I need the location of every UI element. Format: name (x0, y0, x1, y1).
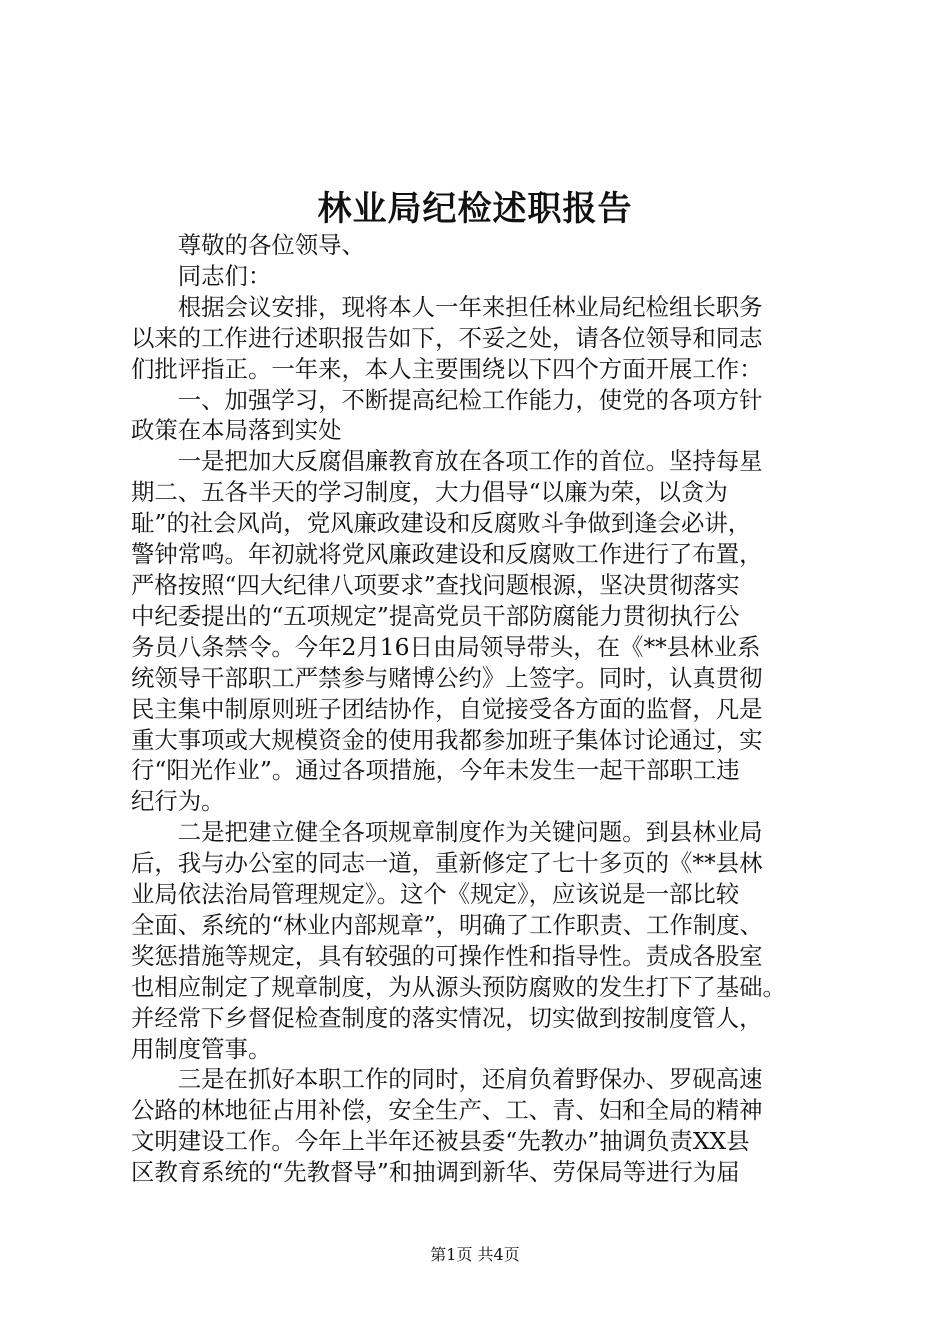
body-line: 行“阳光作业”。通过各项措施，今年未发生一起干部职工违 (131, 756, 740, 785)
document-body (131, 230, 847, 1188)
body-line: 务员八条禁令。今年2月16日由局领导带头，在《**县林业系 (131, 632, 761, 661)
body-line: 严格按照“四大纪律八项要求”查找问题根源，坚决贯彻落实 (131, 570, 740, 599)
body-line: 重大事项或大规模资金的使用我都参加班子集体讨论通过，实 (131, 725, 763, 754)
body-line: 一、加强学习，不断提高纪检工作能力，使党的各项方针 (131, 385, 763, 414)
body-line: 全面、系统的“林业内部规章”，明确了工作职责、工作制度、 (131, 910, 764, 939)
body-line: 一是把加大反腐倡廉教育放在各项工作的首位。坚持每星 (131, 447, 763, 476)
body-line: 二是把建立健全各项规章制度作为关键问题。到县林业局 (131, 818, 763, 847)
body-line: 纪行为。 (131, 787, 225, 816)
body-line: 耻”的社会风尚，党风廉政建设和反腐败斗争做到逢会必讲， (131, 509, 752, 538)
body-line: 尊敬的各位领导、 (131, 231, 365, 259)
body-line: 根据会议安排，现将本人一年来担任林业局纪检组长职务 (131, 292, 763, 321)
body-line: 期二、五各半天的学习制度，大力倡导“以廉为荣，以贪为 (131, 478, 728, 507)
body-line: 业局依法治局管理规定》。这个《规定》，应该说是一部比较 (131, 880, 740, 909)
body-line: 奖惩措施等规定，具有较强的可操作性和指导性。责成各股室 (131, 941, 763, 970)
body-line: 政策在本局落到实处 (131, 416, 342, 445)
body-line: 后，我与办公室的同志一道，重新修定了七十多页的《**县林 (131, 849, 763, 878)
body-line: 并经常下乡督促检查制度的落实情况，切实做到按制度管人， (131, 1003, 763, 1032)
body-line: 用制度管事。 (131, 1034, 272, 1063)
body-line: 民主集中制原则班子团结协作，自觉接受各方面的监督，凡是 (131, 694, 763, 723)
body-line: 以来的工作进行述职报告如下，不妥之处，请各位领导和同志 (131, 323, 763, 352)
body-line: 文明建设工作。今年上半年还被县委“先教办”抽调负责XX县 (131, 1127, 750, 1156)
body-line: 统领导干部职工严禁参与赌博公约》上签字。同时，认真贯彻 (131, 663, 763, 692)
body-line: 也相应制定了规章制度，为从源头预防腐败的发生打下了基础。 (131, 972, 786, 1001)
body-line: 中纪委提出的“五项规定”提高党员干部防腐能力贯彻执行公 (131, 601, 740, 630)
page-number-footer: 第1页 共4页 (430, 1245, 520, 1264)
body-line: 区教育系统的“先教督导”和抽调到新华、劳保局等进行为届 (131, 1158, 740, 1187)
body-line: 们批评指正。一年来，本人主要围绕以下四个方面开展工作： (131, 354, 763, 383)
body-line: 公路的林地征占用补偿，安全生产、工、青、妇和全局的精神 (131, 1096, 763, 1125)
body-line: 同志们： (131, 261, 272, 290)
body-line: 三是在抓好本职工作的同时，还肩负着野保办、罗砚高速 (131, 1065, 763, 1094)
document-title: 林业局纪检述职报告 (317, 189, 633, 229)
body-line: 警钟常鸣。年初就将党风廉政建设和反腐败工作进行了布置， (131, 540, 763, 569)
